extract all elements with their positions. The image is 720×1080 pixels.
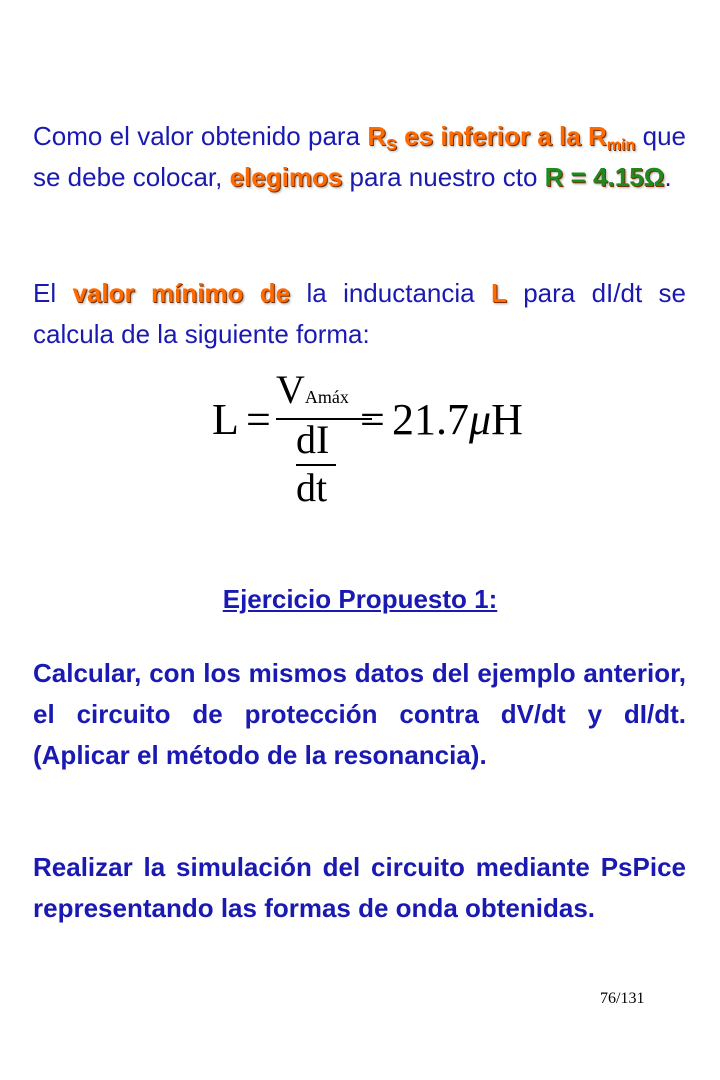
rs-symbol: $R_S$ es inferior a la $R_{min}$ (367, 121, 636, 154)
formula-result: 21.7μH (392, 395, 523, 444)
formula-equals-2: = (360, 395, 385, 444)
formula-lhs: L (212, 395, 239, 444)
formula-numerator: VAmáx (276, 367, 349, 412)
formula-den-bottom: dt (296, 465, 328, 510)
paragraph-inductance: El valor mínimo de la inductancia L para dI/dt se calcula de la siguiente forma: (33, 278, 687, 349)
paragraph-rs-selection: Como el valor obtenido para $R_S$ es inferior a la $R_{min}$ que se debe colocar, elegimos para nuestro cto R = 4.15Ω. (33, 121, 686, 192)
formula-den-top: dI (296, 417, 330, 462)
r-value: R = 4.15Ω (544, 162, 665, 192)
inductance-formula (212, 368, 522, 508)
paragraph-exercise: Calcular, con los mismos datos del ejemplo anterior, el circuito de protección contra dV/dt y dI/dt. (Aplicar el método de la resonancia). (33, 658, 686, 770)
page-number: 76/131 (600, 990, 645, 1007)
exercise-heading: Ejercicio Propuesto 1: (222, 584, 498, 614)
paragraph-simulation: Realizar la simulación del circuito mediante PsPice representando las formas de onda obtenidas. (33, 852, 686, 923)
formula-equals-1: = (246, 395, 271, 444)
